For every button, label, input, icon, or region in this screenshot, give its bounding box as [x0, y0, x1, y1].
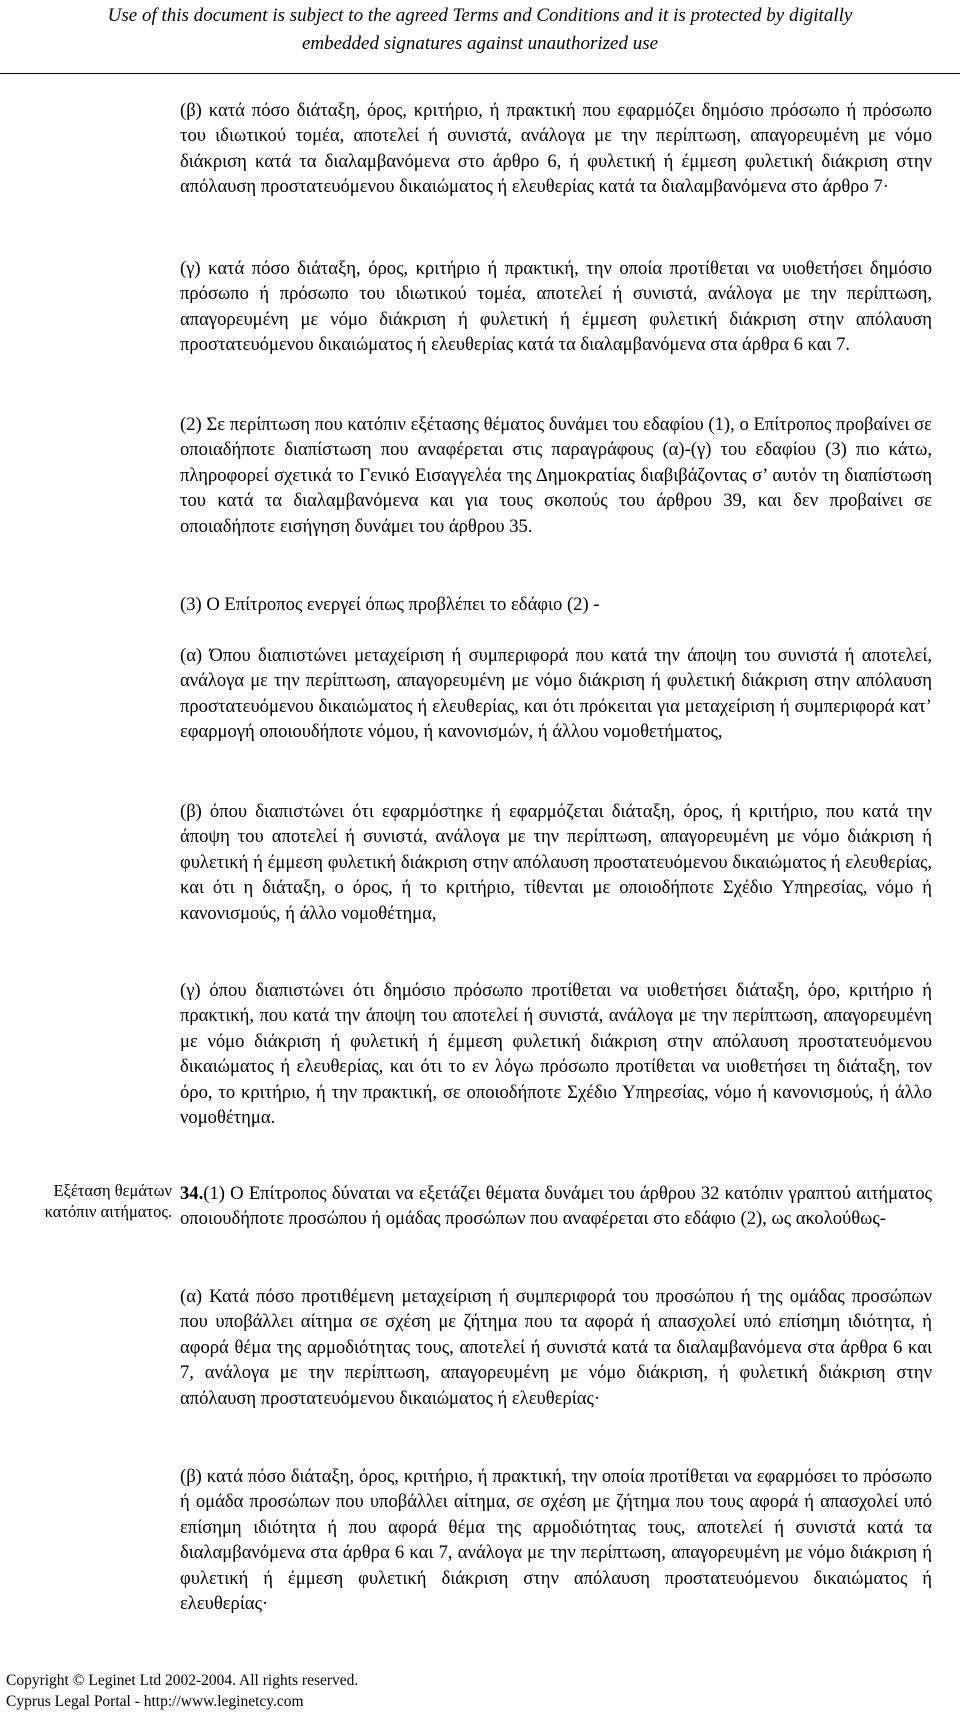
paragraph-gamma-1: (γ) κατά πόσο διάταξη, όρος, κριτήριο ή πρακτική, την οποία προτίθεται να υιοθετήσει δημόσιο πρόσωπο ή πρόσωπο του ιδιωτικού τομέα, αποτελεί ή συνιστά, ανάλογα με την περίπτωση, απαγορευμένη με νόμο διάκριση ή φυλετική ή έμμεση φυλετική διάκριση στην απόλαυση προστατευόμενου δικαιώματος ή ελευθερίας κατά τα διαλαμβανόμενα στα άρθρα 6 και 7.: [180, 258, 932, 356]
paragraph-beta-34: (β) κατά πόσο διάταξη, όρος, κριτήριο, ή πρακτική, την οποία προτίθεται να εφαρμόσει το πρόσωπο ή ομάδα προσώπων που υποβάλλει αίτημα, σε σχέση με ζήτημα που τους αφορά ή απασχολεί υπό επίσημη ιδιότητα ή που αφορά θέμα της αρμοδιότητας τους, αποτελεί ή συνιστά κατά τα διαλαμβανόμενα στα άρθρα 6 και 7, ανάλογα με την περίπτωση, απαγορευμένη με νόμο διάκριση ή φυλετική ή έμμεση φυλετική διάκριση στην απόλαυση προστατευόμενου δικαιώματος ή ελευθερίας·: [180, 1466, 932, 1615]
protection-notice-header: [0, 0, 960, 58]
paragraph-subsection-2: (2) Σε περίπτωση που κατόπιν εξέτασης θέματος δυνάμει του εδαφίου (1), ο Επίτροπος προβαίνει σε οποιαδήποτε διαπίστωση που αναφέρεται στις παραγράφους (α)-(γ) του εδαφίου (3) πιο κάτω, πληροφορεί σχετικά το Γενικό Εισαγγελέα της Δημοκρατίας διαβιβάζοντας σ’ αυτόν τη διαπίστωση του κατά τα διαλαμβανόμενα και για τους σκοπούς του άρθρου 39, και δεν προβαίνει σε οποιαδήποτε εισήγηση δυνάμει του άρθρου 35.: [180, 414, 932, 537]
margin-note-line-2: κατόπιν αιτήματος.: [44, 1202, 172, 1221]
paragraph-alpha-3: (α) Όπου διαπιστώνει μεταχείριση ή συμπεριφορά που κατά την άποψη του συνιστά ή αποτελεί, ανάλογα με την περίπτωση, απαγορευμένη με νόμο διάκριση ή φυλετική διάκριση στην απόλαυση προστατευόμενου δικαιώματος ή ελευθερίας, και ότι πρόκειται για μεταχείριση ή συμπεριφορά κατ’ εφαρμογή οποιουδήποτε νόμου, ή κανονισμών, ή άλλου νομοθετήματος,: [180, 645, 932, 743]
paragraph-alpha-34: (α) Κατά πόσο προτιθέμενη μεταχείριση ή συμπεριφορά του προσώπου ή της ομάδας προσώπων που υποβάλλει αίτημα σε σχέση με ζήτημα που τα αφορά ή απασχολεί υπό επίσημη ιδιότητα, ή αφορά θέμα της αρμοδιότητας τους, αποτελεί ή συνιστά κατά τα διαλαμβανόμενα στα άρθρα 6 και 7, ανάλογα με την περίπτωση, απαγορευμένη με νόμο διάκριση, ή φυλετική διάκριση στην απόλαυση προστατευόμενου δικαιώματος ή ελευθερίας·: [180, 1286, 932, 1409]
margin-note-line-1: Εξέταση θεμάτων: [53, 1181, 172, 1200]
paragraph-beta-1: (β) κατά πόσο διάταξη, όρος, κριτήριο, ή πρακτική που εφαρμόζει δημόσιο πρόσωπο ή πρόσωπο του ιδιωτικού τομέα, αποτελεί ή συνιστά, ανάλογα με την περίπτωση, απαγορευμένη με νόμο διάκριση κατά τα διαλαμβανόμενα στο άρθρο 6, ή φυλετική ή έμμεση φυλετική διάκριση στην απόλαυση προστατευόμενου δικαιώματος ή ελευθερίας κατά τα διαλαμβανόμενα στο άρθρο 7·: [180, 100, 932, 198]
paragraph-subsection-3: (3) Ο Επίτροπος ενεργεί όπως προβλέπει το εδάφιο (2) -: [180, 594, 600, 615]
paragraph-gamma-3: (γ) όπου διαπιστώνει ότι δημόσιο πρόσωπο προτίθεται να υιοθετήσει διάταξη, όρο, κριτήριο ή πρακτική, που κατά την άποψη του αποτελεί ή συνιστά, ανάλογα με την περίπτωση, απαγορευμένη με νόμο διάκριση ή φυλετική ή έμμεση φυλετική διάκριση στην απόλαυση προστατευόμενου δικαιώματος ή ελευθερίας, και ότι το εν λόγω πρόσωπο προτίθεται να υιοθετήσει τη διάταξη, τον όρο, το κριτήριο, ή την πρακτική, σε οποιοδήποτε Σχέδιο Υπηρεσίας, νόμο ή κανονισμούς, ή άλλο νομοθέτημα.: [180, 980, 932, 1129]
section-34-text: (1) Ο Επίτροπος δύναται να εξετάζει θέματα δυνάμει του άρθρου 32 κατόπιν γραπτού αιτήματος οποιουδήποτε προσώπου ή ομάδας προσώπων που αναφέρεται στο εδάφιο (2), ως ακολούθως-: [180, 1183, 932, 1230]
copyright-footer: [6, 1670, 358, 1712]
header-line-2: embedded signatures against unauthorized use: [301, 33, 659, 54]
section-34: [180, 1181, 932, 1232]
footer-line-1: Copyright © Leginet Ltd 2002-2004. All rights reserved.: [6, 1672, 359, 1689]
header-line-1: Use of this document is subject to the agreed Terms and Conditions and it is protected by digitally: [107, 5, 853, 26]
footer-line-2: Cyprus Legal Portal - http://www.leginetcy.com: [6, 1693, 304, 1710]
header-divider: [0, 73, 960, 74]
section-number: 34.: [180, 1183, 204, 1204]
margin-note: [4, 1180, 172, 1222]
paragraph-beta-3: (β) όπου διαπιστώνει ότι εφαρμόστηκε ή εφαρμόζεται διάταξη, όρος, ή κριτήριο, που κατά την άποψη του αποτελεί ή συνιστά, ανάλογα με την περίπτωση, απαγορευμένη με νόμο διάκριση ή φυλετική ή έμμεση φυλετική διάκριση στην απόλαυση προστατευόμενου δικαιώματος ή ελευθερίας, και ότι η διάταξη, ο όρος, ή το κριτήριο, τίθενται με οποιοδήποτε Σχέδιο Υπηρεσίας, νόμο ή κανονισμούς, ή άλλο νομοθέτημα,: [180, 801, 932, 924]
